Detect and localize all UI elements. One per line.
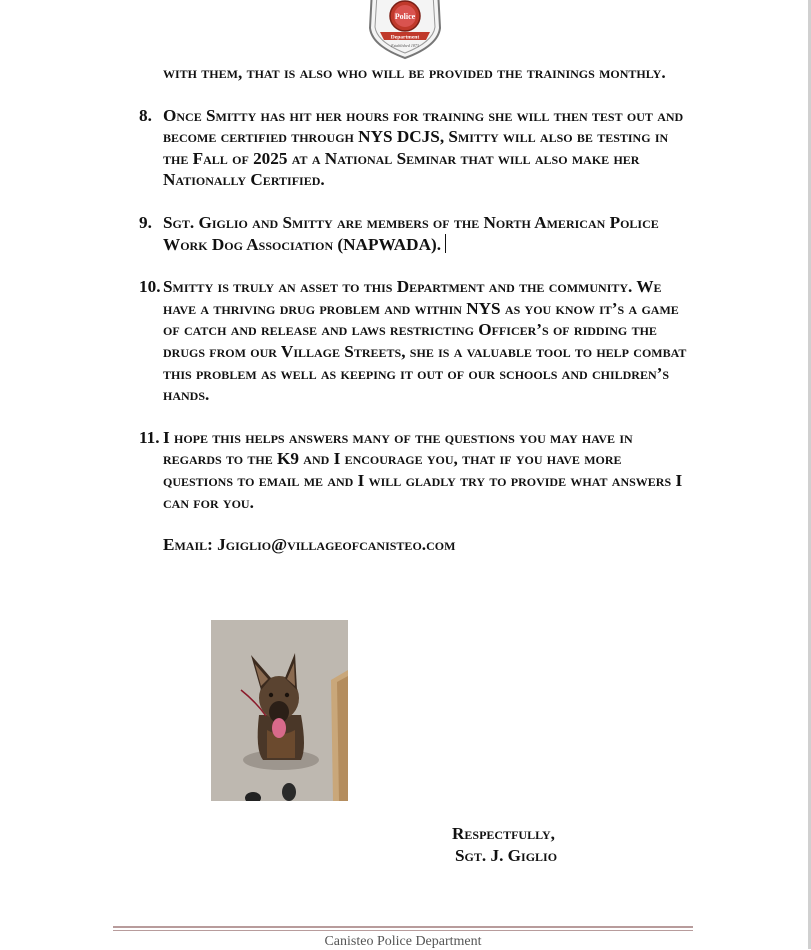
k9-dog-photo <box>211 620 348 801</box>
paragraph-11 <box>139 427 689 513</box>
footer-rule-thin <box>113 930 693 931</box>
badge-banner-text: Department <box>390 34 420 41</box>
paragraph-10 <box>139 276 689 406</box>
paragraph-9-text: Sgt. Giglio and Smitty are members of the North American Police Work Dog Association (NAPWADA). <box>163 212 659 254</box>
email-line: Email: Jgiglio@villageofcanisteo.com <box>163 535 456 555</box>
paragraph-continued-text: with them, that is also who will be provided the trainings monthly. <box>163 63 666 82</box>
badge-bottom-text: Established 1873 <box>391 43 419 48</box>
signature-closing: Respectfully, <box>452 824 555 843</box>
text-cursor <box>445 234 446 253</box>
paragraph-continued <box>139 62 689 84</box>
badge-top-text: Police <box>394 12 416 21</box>
signature-block <box>452 823 612 867</box>
paragraph-9 <box>139 212 689 255</box>
paragraph-10-number: 10. <box>139 277 161 297</box>
letter-body <box>139 62 689 556</box>
footer-department-name: Canisteo Police Department <box>324 934 482 949</box>
paragraph-9-number: 9. <box>139 212 152 232</box>
signature-name: Sgt. J. Giglio <box>455 846 558 865</box>
paragraph-8-number: 8. <box>139 105 152 125</box>
paragraph-8-text: Once Smitty has hit her hours for training she will then test out and become certified through NYS DCJS, Smitty will also be testing in the Fall of 2025 at a National Seminar that will also make her Nationally Certified. <box>163 105 684 190</box>
footer-rule <box>113 926 693 928</box>
paragraph-11-number: 11. <box>139 427 160 447</box>
paragraph-8 <box>139 105 689 191</box>
paragraph-11-text: I hope this helps answers many of the questions you may have in regards to the K9 and I encourage you, that if you have more questions to email me and I will gladly try to provide what answers I can for you. <box>163 427 683 512</box>
paragraph-10-text: Smitty is truly an asset to this Department and the community. We have a thriving drug problem and within NYS as you know it’s a game of catch and release and laws restricting Officer’s of ridding the drugs from our Village Streets, she is a valuable tool to help combat this problem as well as keeping it out of our schools and children’s hands. <box>163 277 687 405</box>
police-badge-logo <box>366 0 444 60</box>
